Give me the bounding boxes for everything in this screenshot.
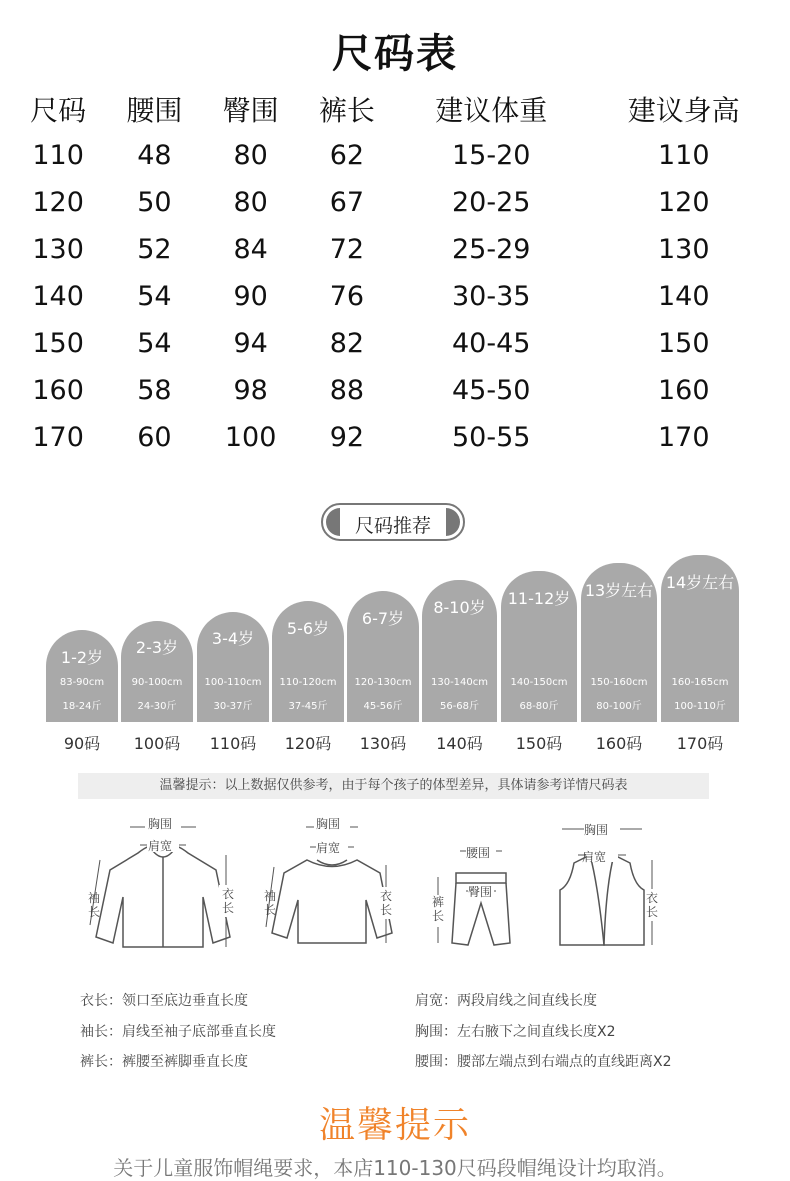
jacket-length-label: 衣长: [222, 887, 235, 915]
table-cell: 30-35: [452, 281, 531, 312]
age-label: 5-6岁: [286, 619, 330, 638]
table-cell: 90: [233, 281, 268, 312]
warning-title: 温馨提示: [318, 1105, 471, 1146]
table-cell: 40-45: [452, 328, 531, 359]
table-cell: 160: [657, 375, 710, 406]
tip-banner: 温馨提示：以上数据仅供参考，由于每个孩子的体型差异，具体请参考详情尺码表: [78, 773, 709, 799]
table-cell: 15-20: [452, 140, 531, 171]
table-cell: 62: [329, 140, 365, 171]
table-cell: 82: [329, 328, 365, 359]
weight-range: 56-68斤: [439, 701, 480, 712]
header-hip: 臀围: [222, 94, 279, 127]
table-cell: 94: [233, 328, 268, 359]
table-cell: 50: [137, 187, 172, 218]
table-cell: 50-55: [452, 422, 531, 453]
table-row: [10, 226, 780, 273]
weight-range: 18-24斤: [62, 701, 102, 712]
size-label: 160码: [595, 734, 643, 753]
height-range: 150-160cm: [590, 677, 648, 688]
table-cell: 20-25: [452, 187, 531, 218]
weight-range: 37-45斤: [288, 701, 328, 712]
age-label: 2-3岁: [135, 638, 179, 657]
height-range: 130-140cm: [430, 677, 489, 688]
age-label: 6-7岁: [361, 609, 405, 628]
table-cell: 150: [657, 328, 710, 359]
height-range: 100-110cm: [204, 677, 262, 688]
table-cell: 110: [657, 140, 710, 171]
table-cell: 45-50: [452, 375, 531, 406]
table-row: [10, 273, 780, 320]
sweater-length-label: 衣长: [380, 889, 393, 917]
table-cell: 80: [233, 140, 268, 171]
age-bar: [422, 580, 497, 722]
age-bar: [121, 621, 193, 722]
size-label: 170码: [676, 734, 724, 753]
age-label: 14岁左右: [665, 573, 735, 592]
size-table-header: [10, 86, 780, 132]
table-cell: 170: [657, 422, 710, 453]
sweater-chest-label: 胸围: [316, 817, 341, 831]
vest-chest-label: 胸围: [584, 823, 609, 837]
size-table: [10, 86, 780, 461]
table-cell: 67: [329, 187, 365, 218]
note-sleeve-length: 袖长：肩线至袖子底部垂直长度: [80, 1024, 276, 1040]
age-bar: [501, 571, 577, 722]
weight-range: 30-37斤: [213, 701, 253, 712]
jacket-chest-label: 胸围: [148, 817, 173, 831]
table-cell: 72: [329, 234, 365, 265]
note-chest: 胸围：左右腋下之间直线长度X2: [415, 1024, 616, 1040]
header-pants-length: 裤长: [318, 94, 375, 127]
recommend-pill: [321, 503, 465, 541]
size-label: 90码: [63, 734, 101, 753]
pants-waist-label: 腰围: [466, 846, 491, 860]
table-cell: 150: [32, 328, 84, 359]
table-cell: 110: [32, 140, 84, 171]
table-row: [10, 179, 780, 226]
jacket-diagram: [88, 815, 238, 960]
vest-length-label: 衣长: [646, 891, 659, 919]
age-bar: [581, 563, 657, 722]
table-row: [10, 132, 780, 179]
table-row: [10, 367, 780, 414]
table-cell: 80: [233, 187, 268, 218]
table-cell: 120: [32, 187, 84, 218]
table-cell: 48: [137, 140, 172, 171]
note-waist: 腰围：腰部左端点到右端点的直线距离X2: [415, 1054, 672, 1070]
weight-range: 45-56斤: [363, 701, 403, 712]
table-row: [10, 320, 780, 367]
table-cell: 160: [32, 375, 84, 406]
weight-range: 24-30斤: [137, 701, 177, 712]
vest-shoulder-label: 肩宽: [582, 850, 607, 864]
table-row: [10, 414, 780, 461]
table-cell: 88: [329, 375, 365, 406]
age-label: 1-2岁: [60, 648, 104, 667]
size-label: 130码: [359, 734, 407, 753]
height-range: 120-130cm: [354, 677, 412, 688]
table-cell: 130: [32, 234, 84, 265]
header-size: 尺码: [30, 94, 87, 127]
table-cell: 52: [137, 234, 172, 265]
age-bar: [661, 555, 739, 722]
age-label: 13岁左右: [584, 581, 654, 600]
age-label: 3-4岁: [211, 629, 255, 648]
note-garment-length: 衣长：领口至底边垂直长度: [80, 993, 248, 1009]
table-cell: 60: [137, 422, 172, 453]
age-bar: [272, 601, 344, 722]
table-cell: 54: [137, 328, 172, 359]
weight-range: 80-100斤: [596, 701, 642, 712]
pants-hip-label: 臀围: [468, 885, 493, 899]
table-cell: 140: [657, 281, 710, 312]
weight-range: 68-80斤: [519, 701, 559, 712]
sweater-shoulder-label: 肩宽: [316, 841, 341, 855]
page-title: 尺码表: [332, 31, 458, 77]
table-cell: 84: [233, 234, 268, 265]
warning-subtitle: 关于儿童服饰帽绳要求，本店110-130尺码段帽绳设计均取消。: [113, 1156, 677, 1180]
note-shoulder-width: 肩宽：两段肩线之间直线长度: [415, 993, 597, 1009]
table-cell: 76: [329, 281, 365, 312]
vest-diagram: [552, 815, 662, 960]
pants-length-label: 裤长: [432, 895, 445, 923]
age-label: 8-10岁: [433, 598, 486, 617]
height-range: 140-150cm: [510, 677, 568, 688]
jacket-shoulder-label: 肩宽: [148, 839, 173, 853]
header-height: 建议身高: [627, 94, 740, 127]
table-cell: 170: [32, 422, 84, 453]
header-weight: 建议体重: [435, 94, 548, 127]
age-bar: [197, 612, 269, 722]
size-label: 110码: [209, 734, 257, 753]
table-cell: 92: [329, 422, 365, 453]
height-range: 160-165cm: [671, 677, 729, 688]
height-range: 110-120cm: [279, 677, 337, 688]
recommend-label: 尺码推荐: [354, 515, 431, 537]
jacket-sleeve-label: 袖长: [88, 891, 101, 919]
height-range: 90-100cm: [131, 677, 183, 688]
age-label: 11-12岁: [507, 589, 571, 608]
age-bar: [46, 630, 118, 722]
header-waist: 腰围: [126, 94, 183, 127]
table-cell: 100: [224, 422, 277, 453]
weight-range: 100-110斤: [674, 701, 726, 712]
size-label: 150码: [515, 734, 563, 753]
table-cell: 130: [657, 234, 710, 265]
pants-diagram: [426, 815, 536, 960]
note-pants-length: 裤长：裤腰至裤脚垂直长度: [80, 1054, 248, 1070]
sweater-diagram: [262, 815, 402, 960]
age-bar: [347, 591, 419, 722]
size-label: 120码: [284, 734, 332, 753]
table-cell: 25-29: [452, 234, 531, 265]
table-cell: 120: [657, 187, 710, 218]
table-cell: 54: [137, 281, 172, 312]
size-label: 100码: [133, 734, 181, 753]
size-label: 140码: [436, 734, 483, 753]
table-cell: 98: [233, 375, 268, 406]
table-cell: 140: [32, 281, 84, 312]
height-range: 83-90cm: [59, 677, 105, 688]
table-cell: 58: [137, 375, 172, 406]
sweater-sleeve-label: 袖长: [264, 889, 277, 917]
bar-size-labels: [0, 731, 790, 753]
